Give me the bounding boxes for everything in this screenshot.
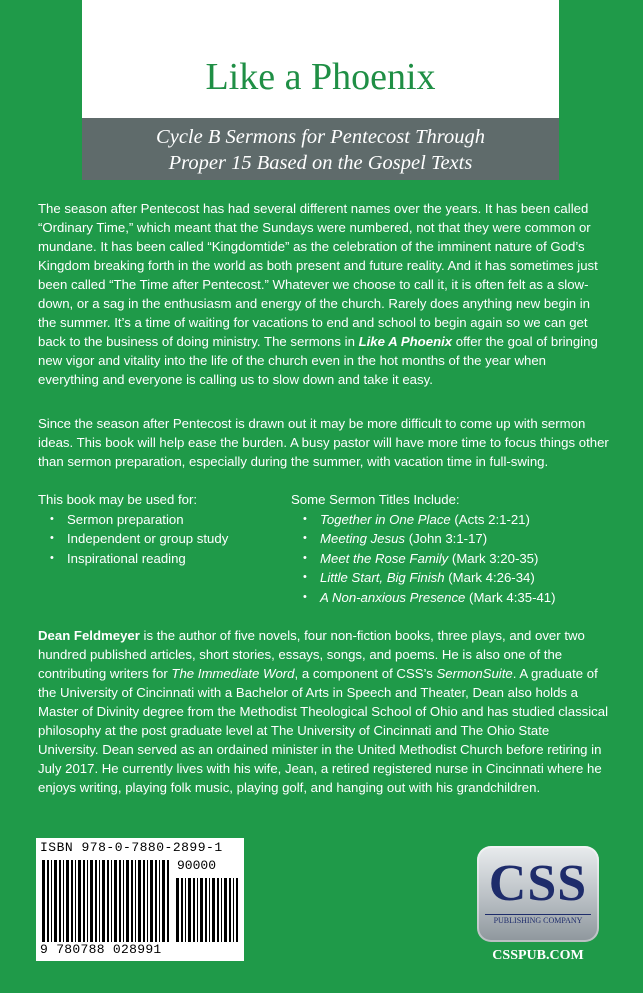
sermon-title: Together in One Place bbox=[320, 511, 451, 527]
subtitle-line-1: Cycle B Sermons for Pentecost Through bbox=[156, 126, 485, 148]
sermon-title-item bbox=[291, 549, 611, 569]
barcode-main-bars bbox=[42, 860, 170, 942]
scripture-ref: (Mark 4:35-41) bbox=[465, 589, 556, 605]
sermon-title: A Non-anxious Presence bbox=[320, 589, 466, 605]
author-name: Dean Feldmeyer bbox=[38, 628, 140, 643]
intro-text-2: offer the goal of bringing new vigor and vitality into the life of the church even in the hot months of the year when everything and everyone is calling us to slow down and take it easy. bbox=[38, 334, 598, 387]
barcode-addon-number: 90000 bbox=[177, 858, 217, 873]
uses-list-block bbox=[38, 490, 278, 568]
barcode-addon-bars bbox=[176, 878, 238, 942]
uses-heading: This book may be used for: bbox=[38, 492, 198, 507]
sermon-title-item bbox=[291, 529, 611, 549]
scripture-ref: (Acts 2:1-21) bbox=[450, 511, 530, 527]
logo-wordmark: CSS bbox=[488, 855, 588, 912]
sermon-title-item bbox=[291, 588, 611, 608]
isbn-barcode bbox=[36, 838, 244, 961]
sermon-title-item bbox=[291, 568, 611, 588]
subtitle-band bbox=[82, 118, 559, 180]
sermon-title: Meet the Rose Family bbox=[320, 550, 449, 566]
intro-book-title: Like A Phoenix bbox=[358, 334, 453, 349]
isbn-number: ISBN 978-0-7880-2899-1 bbox=[40, 840, 223, 855]
scripture-ref: (Mark 3:20-35) bbox=[448, 550, 539, 566]
sermon-title: Little Start, Big Finish bbox=[320, 570, 445, 585]
uses-item: • Inspirational reading bbox=[38, 549, 278, 569]
sermon-title: Meeting Jesus bbox=[320, 531, 406, 546]
subtitle-line-2: Proper 15 Based on the Gospel Texts bbox=[168, 152, 473, 174]
sermon-titles-block bbox=[291, 490, 611, 607]
publisher-url: CSSPUB.COM bbox=[492, 948, 584, 963]
scripture-ref: (Mark 4:26-34) bbox=[444, 570, 535, 585]
logo-subtitle: PUBLISHING COMPANY bbox=[485, 914, 591, 925]
uses-item: • Independent or group study bbox=[38, 529, 278, 549]
second-paragraph: Since the season after Pentecost is drawn out it may be more difficult to come up with sermon ideas. This book will help ease the burden. A busy pastor will have more time to focus things other than sermon preparation, especially during the summer, with vacation time in full-swing. bbox=[38, 416, 609, 469]
book-subtitle bbox=[82, 124, 559, 176]
bio-text-1: is the author of five novels, four non-fiction books, three plays, and over two hundred published articles, short stories, essays, songs, and poems. He is also one of the contributing writers for bbox=[38, 628, 585, 681]
intro-paragraph bbox=[38, 199, 610, 389]
barcode-digits: 9 780788 028991 bbox=[40, 942, 162, 957]
author-bio bbox=[38, 626, 610, 797]
intro-text-1: The season after Pentecost has had several different names over the years. It has been called “Ordinary Time,” which meant that the Sundays were numbered, not that they were common or mundane. It has been called “Kingdomtide” as the celebration of the imminent nature of God’s Kingdom breaking forth in the world as both present and future reality. And it has sometimes just been called “The Time after Pentecost.” Whatever we choose to call it, it is often felt as a slow-down, or a sag in the enthusiasm and energy of the church. Rarely does anything new begin in the summer. It’s a time of waiting for vacations to end and school to begin again so we can get back to the business of doing ministry. The sermons in bbox=[38, 201, 598, 349]
uses-item: • Sermon preparation bbox=[38, 510, 278, 530]
bio-work-2: SermonSuite bbox=[436, 666, 513, 681]
scripture-ref: (John 3:1-17) bbox=[405, 531, 488, 546]
bio-work-1: The Immediate Word bbox=[171, 666, 295, 681]
bio-text-2: , a component of CSS’s bbox=[294, 666, 437, 681]
sermon-titles-heading: Some Sermon Titles Include: bbox=[291, 492, 460, 507]
bio-text-3: . A graduate of the University of Cincinnati with a Bachelor of Arts in Speech and Theater, Dean also holds a Master of Divinity degree from the Methodist Theological School of Ohio and has studied classical philosophy at the post graduate level at The University of Cincinnati and The Ohio State University. Dean served as an ordained minister in the United Methodist Church before retiring in July 2017. He currently lives with his wife, Jean, a retired registered nurse in Cincinnati where he enjoys writing, playing folk music, playing golf, and hanging out with his grandchildren. bbox=[38, 666, 609, 795]
publisher-logo bbox=[477, 846, 599, 942]
sermon-title-item bbox=[291, 510, 611, 530]
title-panel bbox=[82, 0, 559, 118]
book-title: Like a Phoenix bbox=[205, 56, 436, 98]
